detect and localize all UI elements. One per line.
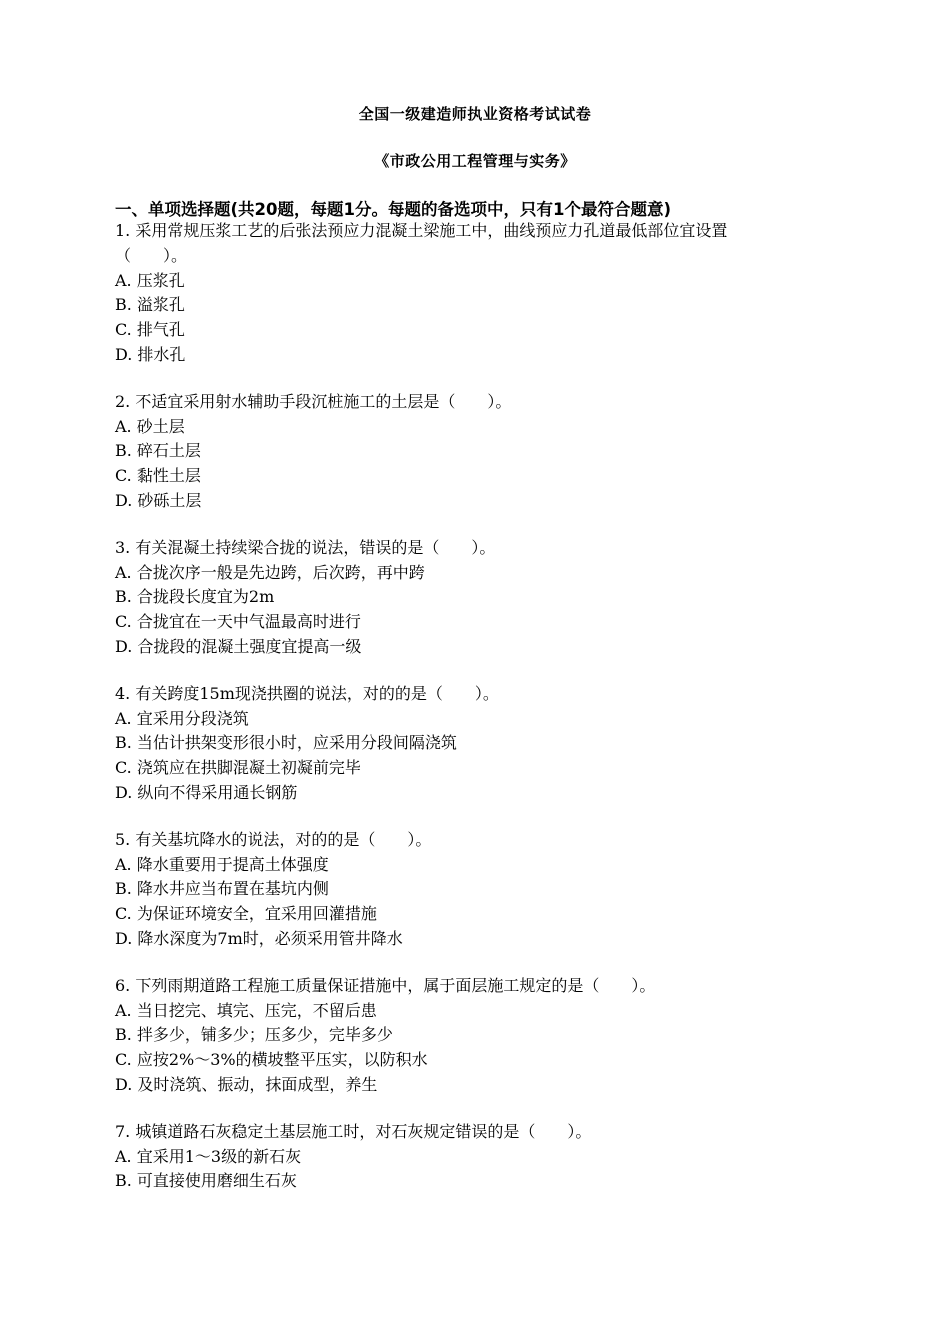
answer-option: C. 排气孔 bbox=[115, 320, 185, 340]
answer-option: A. 宜采用分段浇筑 bbox=[115, 708, 249, 728]
answer-option: D. 及时浇筑、振动，抹面成型，养生 bbox=[115, 1074, 378, 1094]
answer-option: A. 降水重要用于提高土体强度 bbox=[115, 854, 329, 874]
question-stem: 5. 有关基坑降水的说法，对的的是（ ）。 bbox=[115, 829, 432, 849]
exam-subject: 《市政公用工程管理与实务》 bbox=[374, 152, 576, 170]
answer-option: B. 可直接使用磨细生石灰 bbox=[115, 1171, 297, 1191]
answer-option: B. 合拢段长度宜为2m bbox=[115, 587, 275, 607]
question-stem: 2. 不适宜采用射水辅助手段沉桩施工的土层是（ ）。 bbox=[115, 391, 512, 411]
question-item bbox=[115, 390, 860, 514]
question-item bbox=[115, 974, 860, 1098]
question-stem: 6. 下列雨期道路工程施工质量保证措施中，属于面层施工规定的是（ ）。 bbox=[115, 975, 656, 995]
answer-option: B. 降水井应当布置在基坑内侧 bbox=[115, 879, 329, 899]
answer-option: A. 合拢次序一般是先边跨，后次跨，再中跨 bbox=[115, 562, 425, 582]
answer-option: D. 排水孔 bbox=[115, 344, 186, 364]
answer-option: A. 砂土层 bbox=[115, 416, 185, 436]
answer-option: C. 合拢宜在一天中气温最高时进行 bbox=[115, 612, 361, 632]
question-stem: 7. 城镇道路石灰稳定土基层施工时，对石灰规定错误的是（ ）。 bbox=[115, 1121, 592, 1141]
answer-option: B. 碎石土层 bbox=[115, 441, 201, 461]
answer-option: C. 应按2%～3%的横坡整平压实，以防积水 bbox=[115, 1050, 428, 1070]
question-item bbox=[115, 219, 860, 368]
answer-option: B. 当估计拱架变形很小时，应采用分段间隔浇筑 bbox=[115, 733, 457, 753]
exam-title: 全国一级建造师执业资格考试试卷 bbox=[358, 105, 592, 123]
question-stem: 4. 有关跨度15m现浇拱圈的说法，对的的是（ ）。 bbox=[115, 683, 499, 703]
answer-option: A. 宜采用1～3级的新石灰 bbox=[115, 1146, 302, 1166]
question-stem: （ ）。 bbox=[115, 245, 188, 265]
answer-option: C. 为保证环境安全，宜采用回灌措施 bbox=[115, 904, 377, 924]
answer-option: B. 溢浆孔 bbox=[115, 295, 185, 315]
question-list bbox=[115, 219, 860, 1216]
question-item bbox=[115, 828, 860, 952]
answer-option: D. 合拢段的混凝土强度宜提高一级 bbox=[115, 636, 362, 656]
answer-option: D. 砂砾土层 bbox=[115, 490, 202, 510]
answer-option: C. 黏性土层 bbox=[115, 466, 201, 486]
answer-option: D. 纵向不得采用通长钢筋 bbox=[115, 782, 298, 802]
answer-option: D. 降水深度为7m时，必须采用管井降水 bbox=[115, 928, 403, 948]
answer-option: A. 压浆孔 bbox=[115, 270, 185, 290]
answer-option: B. 拌多少，铺多少；压多少，完毕多少 bbox=[115, 1025, 393, 1045]
question-item bbox=[115, 1120, 860, 1194]
question-item bbox=[115, 536, 860, 660]
question-stem: 3. 有关混凝土持续梁合拢的说法，错误的是（ ）。 bbox=[115, 537, 496, 557]
answer-option: C. 浇筑应在拱脚混凝土初凝前完毕 bbox=[115, 758, 361, 778]
section-heading: 一、单项选择题(共20题，每题1分。每题的备选项中，只有1个最符合题意) bbox=[115, 200, 672, 219]
question-stem: 1. 采用常规压浆工艺的后张法预应力混凝土梁施工中，曲线预应力孔道最低部位宜设置 bbox=[115, 221, 728, 240]
answer-option: A. 当日挖完、填完、压完，不留后患 bbox=[115, 1000, 377, 1020]
question-item bbox=[115, 682, 860, 806]
